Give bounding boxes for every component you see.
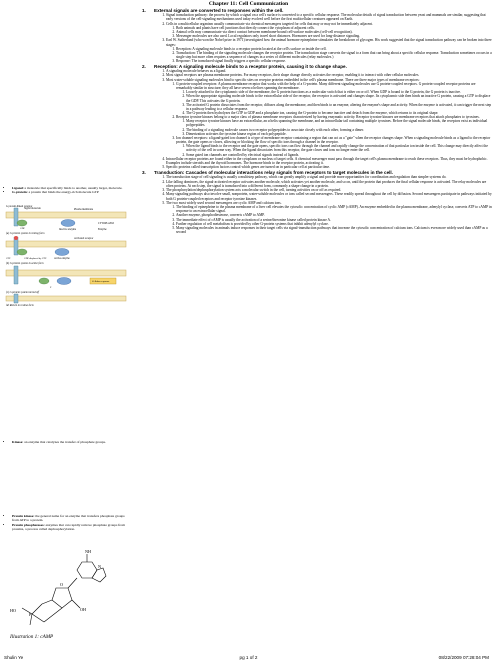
outline-item-text: Most water-soluble signaling molecules bind to specific sites on receptor proteins embedded in the cell's plasma membrane. There are three major types of membrane receptors: [166,77,420,82]
outline-item-text: Intracellular receptor proteins are found either in the cytoplasm or nucleus of target cells. A chemical messenger must pass through the target cell's plasma membrane to reach these receptors. Thus, they must be hydrophobic. Examples include steroids and the thyroid hormones. The hormone binds to the receptor protein, activating it. [166,156,488,166]
subsub-items [176,90,492,115]
subsub-item: 3. The activated G protein dissociates from the receptor, diffuses along the membrane, and then binds to an enzyme, altering the enzyme's shape and activity. When the enzyme is activated, it can trigger the next step in a pathway leading to a cellular response. [186,103,492,111]
outline-item [166,22,492,39]
label-gdp-displaced: GDP displaced by GTP [24,257,47,260]
sidebar-terms-3 [4,514,127,531]
camp-caption: Illustration 1: cAMP [10,634,54,640]
footer-page: pg 1 of 2 [239,655,258,660]
subsub-item: 2. The binding of a signaling molecule causes two receptor polypeptides to associate closely with each other, forming a dimer. [186,128,492,132]
sub-item-text: Reception: A signaling molecule binds to a receptor protein located at the cell's surface or inside the cell. [176,46,327,51]
sub-item-text: Transduction: The binding of the signaling molecule changes the receptor protein. The transduction stage converts the signal to a form that can bring about a specific cellular response. Transduction sometimes occurs in a single step but more often requires a sequence of changes in a series of different molecules (relay molecules.) [176,50,492,60]
subsub-item: 4. The G-protein then hydrolyzes the GTP to GDP and a phosphate ion, causing the G-protein to become inactive and detach from the enzyme, which returns to its original shape. [186,111,492,115]
sidebar-term [12,440,127,444]
outline-item [166,192,492,200]
label-gprotein-receptor: G protein-linked receptor [6,205,33,208]
sub-item-text: The binding of epinephrine to the plasma membrane of a liver cell elevates the cytosolic concentration of cyclic AMP (cAMP). An enzyme embedded in the plasma membrane, adenylyl cyclase, converts ATP to cAMP in response to an extracellular signal. [176,205,492,214]
main-outline [142,8,492,235]
term-name: G-protein [12,190,27,195]
outline-item [166,157,492,165]
sub-item-text: Ion channel receptors: a ligand-gated ion channel is a type of membrane receptor containing a region that can act as a "gate" when the receptor changes shape. When a signaling molecule binds as a ligand to the receptor protein, the gate opens or closes, allowing or blocking the flow of specific ions through a channel in the receptor. [176,135,491,145]
term-definition: : the general name for an enzyme that transfers phosphate groups from ATP to a protein. [12,514,125,523]
sub-item-text: Animal cells may communicate via direct contact between membrane-bound cell-surface molecules (cell-cell recognition). [176,29,353,34]
label-plasma-membrane: Plasma membrane [74,208,94,211]
atom-nh2: NH [85,549,92,554]
outline-item-text: Earl W. Sutherland (who won the Nobel prize in 1971) investigated how the animal hormone epinephrine stimulates the breakdown of glycogen. His work suggested that the signal transduction pathway can be broken into three stages: [166,38,492,47]
panel-b [6,236,126,265]
label-enzyme: Enzyme [98,228,107,231]
term-definition: : an enzyme that catalyzes the transfer of phosphate groups. [22,440,106,444]
subsub-item: 1. Loosely attached to the cytoplasmic side of the membrane, the G protein functions as a molecular switch that is either on or off. When GDP is bound to the G protein, the G protein is inactive. [186,90,492,94]
outline-item-text: Signal transduction pathway: the process by which a signal on a cell's surface is converted to a specific cellular response. The molecular details of signal transduction between yeast and mammals are similar, suggesting that early versions of the cell-signaling mechanisms used today evolved well before the first multicellular creatures appeared on Earth. [166,13,486,22]
atom-ho: HO [10,608,17,613]
term-definition: : a protein that binds the energy-rich molecule GTP [26,190,99,195]
term-name: Kinase [12,440,23,444]
label-activated-receptor: Activated receptor [74,237,94,240]
label-cytoplasm: CYTOPLASM [98,222,114,225]
sub-item-text: Further regulation of cell metabolism is provided by other G-protein systems that inhibit adenylyl cyclase. [176,221,329,226]
panel-c [6,266,126,294]
term-name: Protein phosphatases [12,522,44,527]
section-items [142,175,492,234]
outline-item-text: Like falling dominoes, the signal-activated receptor activates another molecule, which activates yet another molecule, and so on, until the protein that produces the final cellular response is activated. The relay molecules are often proteins. At each step, the signal is transduced into a different form, commonly a shape change in a protein. [166,179,487,188]
caption-panel-a: (a) G protein system in resting form [6,232,45,235]
subsub-items [176,144,492,156]
section-number: 1. [142,8,146,13]
label-cellular-response: Cellular response [92,280,110,283]
footer-author: Shulin Ye [4,655,24,660]
sub-items [166,47,492,64]
atom-o: O [60,582,64,587]
sub-item [176,205,492,213]
section-title: External signals are converted to responses within the cell. [154,8,284,13]
section-items [142,13,492,63]
subsub-item: 2. Some gated ion channels are controlled by electrical signals instead of ligands. [186,153,492,157]
gprotein-figure [4,204,128,306]
outline-item-text: The transduction stage of cell signaling is usually a multistep pathway, which can greatly amplify a signal and provide more opportunities for coordination and regulation than simpler systems do. [166,175,447,180]
camp-figure [8,548,128,640]
label-inactive-enzyme: Inactive enzyme [59,228,77,231]
sidebar-term [12,190,127,194]
sub-item-text: Receptor tyrosine kinases belong to a major class of plasma membrane receptors characterized by having enzymatic activity. Receptor tyrosine kinases are membrane receptors that attach phosphates to tyrosines. [176,115,480,120]
subsub-item: 1. When the ligand binds to the receptor and the gate opens, specific ions can flow through the channel and rapidly change the concentration of that particular ion inside the cell. This change may directly affect the activity of the cell in some way. When the ligand dissociates from this receptor, the gate closes and ions no longer enter the cell. [186,144,492,152]
sub-item-text: Messenger molecules are also used. Local regulators only travel short distances. Hormones are used for long-distance signaling. [176,34,361,39]
term-definition: : enzymes that can rapidly remove phosphate groups from proteins, a process called dephosphorylation. [12,522,125,531]
atom-n: N [98,564,102,569]
label-gdp: GDP [20,227,25,230]
sidebar-terms-2 [4,440,127,444]
subsub-items [176,119,492,136]
sub-item [176,51,492,59]
sub-item [176,136,492,157]
panel-a [6,205,126,235]
label-signal-molecule: Signal molecule [24,207,41,210]
panel-d [6,294,126,306]
sidebar-term [12,186,127,190]
outline-item [166,13,492,21]
caption-panel-d: (d) Return to resting form [6,304,34,306]
sidebar-terms-1 [4,186,127,195]
section-items [142,69,492,170]
footer-date: 08/22/2009 07:28:04 PM [438,655,489,660]
sidebar-term [12,523,127,531]
outline-item-text: Many signaling pathways also involve small, nonprotein, water-soluble molecules or ions called second messengers. These readily spread throughout the cell by diffusion. Second messengers participate in pathways initiated by both G protein-coupled receptors and receptor tyrosine kinases. [166,192,492,201]
sub-items [166,82,492,157]
outline-item [166,165,492,169]
sub-item-text: Both animals and plants have cell junctions that directly connect the cytoplasm of adjacent cells. [176,25,315,30]
outline-item-text: A signaling molecule behaves as a ligand. [166,69,227,74]
sub-item-text: Another enzyme, phosphodiesterase, converts cAMP to AMP. [176,213,265,218]
section-title: Transduction: Cascades of molecular interactions relay signals from receptors to target molecules in the cell. [154,170,393,176]
section-number: 3. [142,170,146,176]
outline-item-text: The phosphorylation/dephosphorylation system acts a molecular switch in the cell, turning activities on or off as required. [166,188,342,193]
caption-panel-c: (c) G protein system turned off [6,291,39,294]
outline-item [166,78,492,157]
sub-item-text: The immediate effect of cAMP is usually the activation of a serine/threonine kinase called protein kinase A. [176,217,331,222]
term-name: Ligand [12,186,23,190]
sub-item-text: Response: The transduced signal finally triggers a specific cellular response. [176,59,286,64]
section-title: Reception: A signaling molecule binds to a receptor protein, causing it to change shape. [154,63,347,69]
sub-item [176,226,492,234]
subsub-item: 1. Many receptor tyrosine kinases have an extracellular, an α helix spanning the membrane, and an intracellular tail containing multiple tyrosines. Before the signal molecule binds, the receptors exist as individual polypeptides. [186,119,492,127]
sidebar-term [12,514,127,522]
term-name: Protein kinase [12,514,34,518]
sub-item-text: G protein-coupled receptors: A plasma membrane receptor that works with the help of a G-protein. Many different signaling molecules use G protein-coupled receptors. G protein-coupled receptor proteins are remarkably similar in structure; they all have seven α helices spanning the membrane. [176,81,476,91]
subsub-item: 2. When the appropriate signaling molecule binds to the extracellular side of the receptor, the receptor is activated and changes shape. Its cytoplasmic side then binds an inactive G protein, causing a GTP to displace the GDP. This activates the G protein. [186,94,492,102]
label-gtp: GTP [6,257,11,260]
section-number: 2. [142,63,146,69]
outline-item-text: Specific proteins called transcription factors control which genes are turned on in particular cell at particular time. [166,165,330,170]
caption-panel-b: (b) G protein system in active form [6,262,44,265]
page-title: Chapter 11: Cell Communication [208,1,289,7]
subsub-item: 3. Dimerization activates the tyrosine kinase region of each polypeptide. [186,132,492,136]
outline-item [166,180,492,188]
outline-item [166,38,492,63]
sub-item [176,115,492,136]
sub-items [166,26,492,38]
sub-item [176,59,492,63]
outline-item-text: Cells in a multicellular organism usually communicate via chemical messengers targeted for cells that may or may not be immediately adjacent. [166,21,373,26]
sub-item [176,82,492,115]
label-pi: P [50,286,52,289]
outline-item [166,201,492,234]
label-active-enzyme: Active enzyme [54,257,70,260]
outline-item-text: Most signal receptors are plasma membrane proteins. For many receptors, their shape change directly activates the receptor, enabling it to interact with other cellular molecules. [166,73,420,78]
sub-items [166,205,492,234]
atom-oh: OH [80,607,87,612]
atom-p: P [29,612,32,617]
sub-item-text: Many signaling molecules in animals induce responses in their target cells via signal-transduction pathways that increase the cytosolic concentration of calcium ions. Calcium is even more widely used than cAMP as a second [176,225,488,234]
outline-item-text: The two most widely used second messengers are cyclic AMP and calcium ions. [166,200,282,205]
term-definition: : a molecule that specifically binds to another, usually larger, molecule. [22,186,123,190]
